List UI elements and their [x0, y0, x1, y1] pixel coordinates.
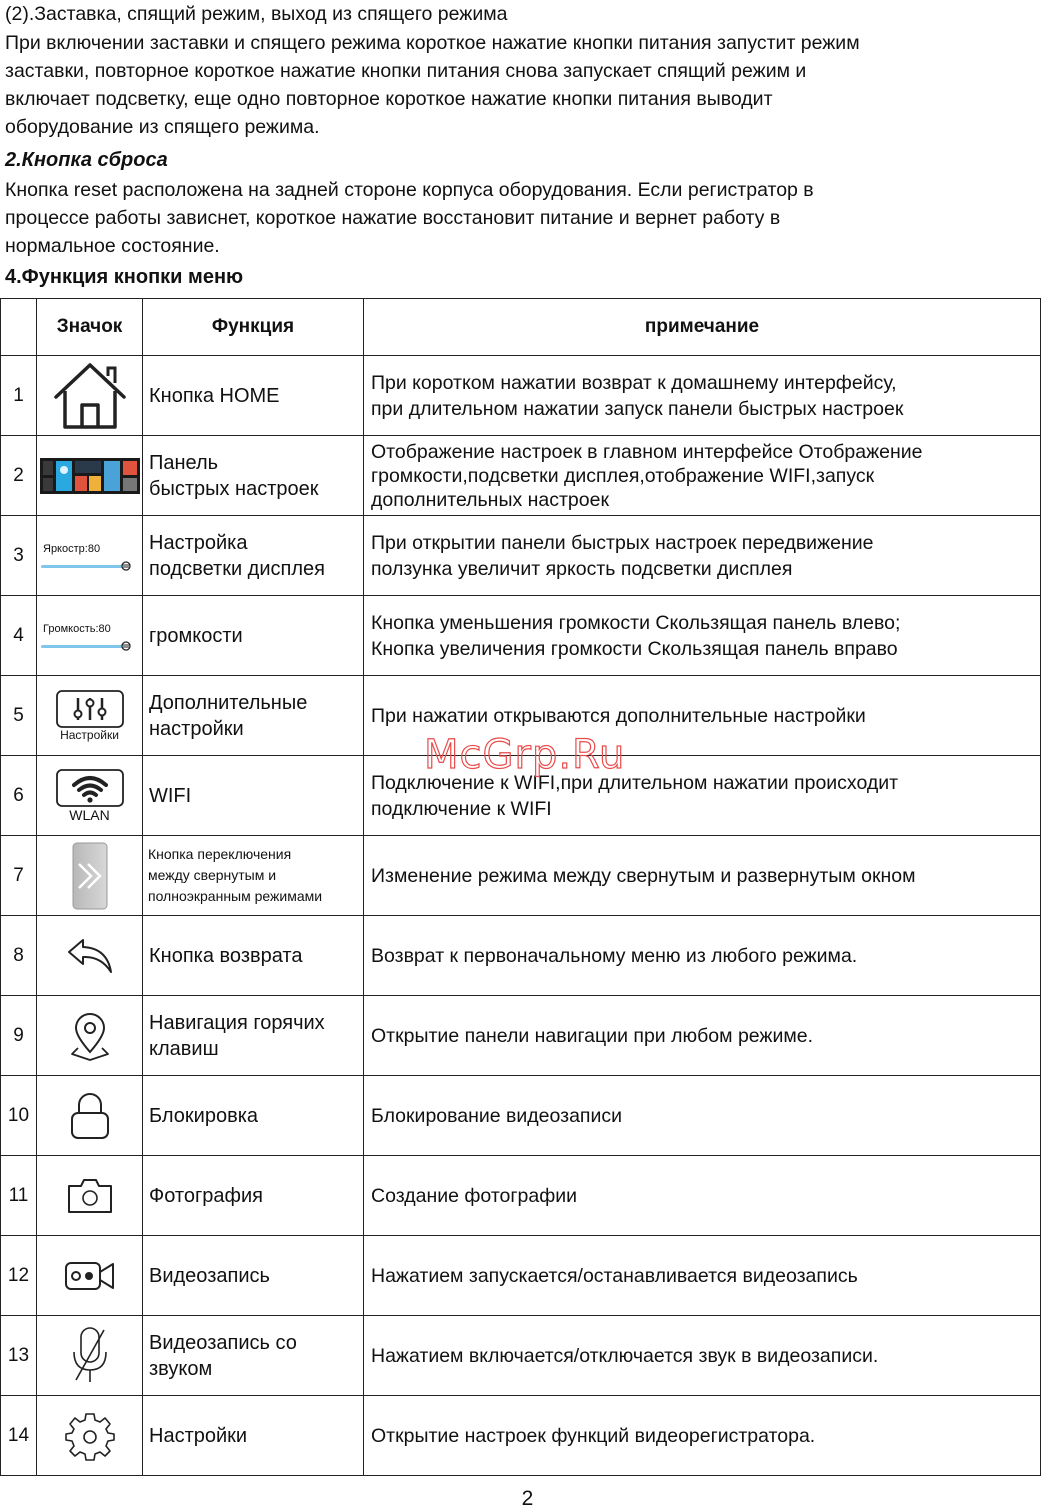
reset-heading: 2.Кнопка сброса [5, 149, 168, 171]
settings-caption: Настройки [60, 727, 119, 742]
row-note: Создание фотографии [364, 1156, 1041, 1236]
row-number: 10 [1, 1076, 37, 1156]
icon-cell [37, 1076, 143, 1156]
back-arrow-icon [65, 936, 115, 976]
row-function: Кнопка возврата [143, 916, 364, 996]
row-function: Настройки [143, 1396, 364, 1476]
row-function: Фотография [143, 1156, 364, 1236]
row-function: Кнопка переключения между свернутым и полноэкранным режимами [143, 836, 364, 916]
row-number: 4 [1, 596, 37, 676]
page-number: 2 [521, 1487, 534, 1510]
table-row [1, 1396, 1041, 1476]
sleep-text: При включении заставки и спящего режима короткое нажатие кнопки питания запустит режим заставки, повторное короткое нажатие кнопки питания снова запускает спящий режим и включает подсветку, еще одно повторное короткое нажатие кнопки питания выводит оборудование из спящего режима. [5, 32, 860, 138]
row-note: При коротком нажатии возврат к домашнему интерфейсу, при длительном нажатии запуск панели быстрых настроек [364, 356, 1041, 436]
row-function: WIFI [143, 756, 364, 836]
icon-cell [37, 436, 143, 516]
row-function: Блокировка [143, 1076, 364, 1156]
header-icon: Значок [37, 299, 143, 356]
row-number: 5 [1, 676, 37, 756]
menu-heading: 4.Функция кнопки меню [5, 266, 244, 288]
menu-function-table [0, 298, 1041, 1476]
row-function: громкости [143, 596, 364, 676]
icon-cell [37, 996, 143, 1076]
row-number: 9 [1, 996, 37, 1076]
table-row [1, 436, 1041, 516]
icon-cell [37, 1236, 143, 1316]
table-row [1, 836, 1041, 916]
table-row [1, 1236, 1041, 1316]
table-row [1, 916, 1041, 996]
row-note: Блокирование видеозаписи [364, 1076, 1041, 1156]
brightness-slider-icon [41, 563, 131, 569]
row-number: 13 [1, 1316, 37, 1396]
icon-cell [37, 676, 143, 756]
table-row [1, 996, 1041, 1076]
icon-cell [37, 516, 143, 596]
row-note: Кнопка уменьшения громкости Скользящая панель влево; Кнопка увеличения громкости Скользящая панель вправо [364, 596, 1041, 676]
icon-cell [37, 596, 143, 676]
row-number: 12 [1, 1236, 37, 1316]
row-note: Отображение настроек в главном интерфейсе Отображение громкости,подсветки дисплея,отображение WIFI,запуск дополнительных настроек [364, 436, 1041, 516]
icon-cell [37, 756, 143, 836]
video-camera-icon [63, 1258, 117, 1294]
icon-cell [37, 916, 143, 996]
volume-label: Громкость:80 [43, 622, 111, 635]
header-function: Функция [143, 299, 364, 356]
camera-icon [65, 1176, 115, 1216]
reset-text: Кнопка reset расположена на задней стороне корпуса оборудования. Если регистратор в процессе работы зависнет, короткое нажатие восстановит питание и вернет работу в нормальное состояние. [5, 179, 814, 257]
row-number: 3 [1, 516, 37, 596]
row-note: Возврат к первоначальному меню из любого режима. [364, 916, 1041, 996]
quick-panel-thumbnail-icon [40, 458, 140, 494]
row-function: Настройка подсветки дисплея [143, 516, 364, 596]
row-number: 1 [1, 356, 37, 436]
table-row [1, 356, 1041, 436]
icon-cell [37, 356, 143, 436]
location-pin-icon [68, 1010, 112, 1062]
table-row [1, 1156, 1041, 1236]
row-number: 8 [1, 916, 37, 996]
row-function: Дополнительные настройки [143, 676, 364, 756]
table-row [1, 516, 1041, 596]
row-number: 6 [1, 756, 37, 836]
table-header-row [1, 299, 1041, 356]
brightness-label: Яркостр:80 [43, 542, 101, 555]
watermark: McGrp.Ru [424, 732, 626, 778]
table-row [1, 596, 1041, 676]
row-note: При открытии панели быстрых настроек передвижение ползунка увеличит яркость подсветки дисплея [364, 516, 1041, 596]
row-note: Нажатием включается/отключается звук в видеозаписи. [364, 1316, 1041, 1396]
row-number: 7 [1, 836, 37, 916]
sliders-icon [56, 690, 124, 728]
row-note: Подключение к WIFI,при длительном нажатии происходит подключение к WIFI [364, 756, 1041, 836]
sleep-heading: (2).Заставка, спящий режим, выход из спящего режима [5, 3, 508, 25]
icon-cell [37, 1156, 143, 1236]
row-note: Нажатием запускается/останавливается видеозапись [364, 1236, 1041, 1316]
volume-slider-icon [41, 643, 131, 649]
row-function: Кнопка HOME [143, 356, 364, 436]
header-note: примечание [364, 299, 1041, 356]
icon-cell [37, 836, 143, 916]
table-row [1, 1076, 1041, 1156]
row-note: Открытие настроек функций видеорегистратора. [364, 1396, 1041, 1476]
row-number: 11 [1, 1156, 37, 1236]
row-number: 2 [1, 436, 37, 516]
row-function: Навигация горячих клавиш [143, 996, 364, 1076]
row-function: Видеозапись со звуком [143, 1316, 364, 1396]
row-function: Панель быстрых настроек [143, 436, 364, 516]
table-row [1, 1316, 1041, 1396]
row-note: Открытие панели навигации при любом режиме. [364, 996, 1041, 1076]
gear-icon [64, 1410, 116, 1462]
wifi-icon [56, 769, 124, 807]
icon-cell [37, 1396, 143, 1476]
row-note: Изменение режима между свернутым и развернутым окном [364, 836, 1041, 916]
lock-icon [69, 1091, 111, 1141]
wlan-caption: WLAN [69, 807, 110, 823]
double-chevron-icon [72, 842, 108, 910]
icon-cell [37, 1316, 143, 1396]
header-number [1, 299, 37, 356]
home-icon [52, 361, 128, 431]
row-number: 14 [1, 1396, 37, 1476]
row-note: При нажатии открываются дополнительные настройки [364, 676, 1041, 756]
row-function: Видеозапись [143, 1236, 364, 1316]
microphone-muted-icon [66, 1324, 114, 1388]
